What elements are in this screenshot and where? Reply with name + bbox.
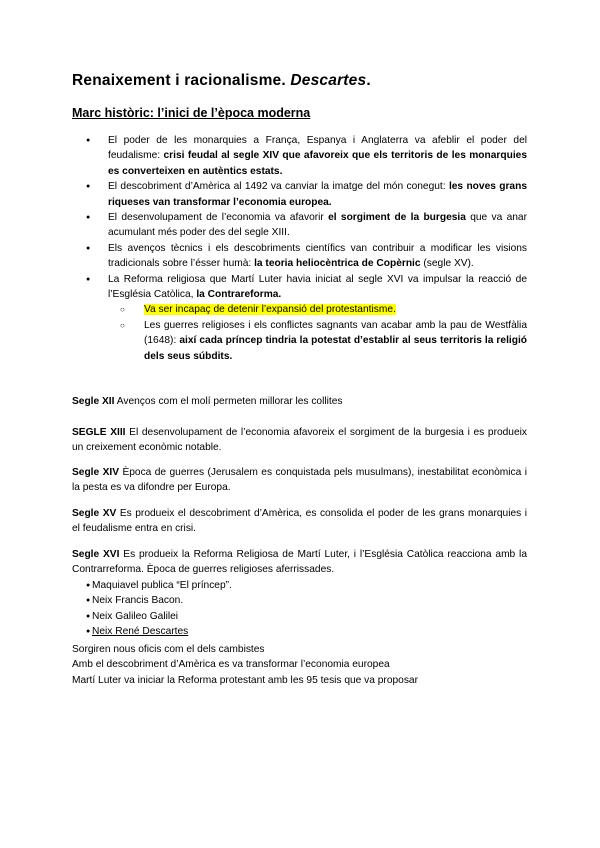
xvi-event-list (72, 578, 527, 640)
list-item: ● El poder de les monarquies a França, Espanya i Anglaterra va afeblir el poder del feudalisme: crisi feudal al segle XIV que afavoreix que els territoris de les monarquies es converteixen en autèntics estats. (72, 133, 527, 179)
century-xiii: SEGLE XIII El desenvolupament de l’economia afavoreix el sorgiment de la burgesia i es produeix un creixement econòmic notable. (72, 427, 527, 454)
list-item: ● El descobriment d’Amèrica al 1492 va canviar la imatge del món conegut: les noves grans riqueses van transformar l’economia europea. (72, 179, 527, 210)
sub-bullet-list (108, 302, 527, 364)
century-xv: Segle XV Es produeix el descobriment d’Amèrica, es consolida el poder de les grans monarquies i el feudalisme entra en crisi. (72, 508, 528, 535)
title-italic: Descartes (290, 72, 367, 89)
document-title: Renaixement i racionalisme. Descartes. (72, 72, 371, 89)
note-line: Martí Luter va iniciar la Reforma protestant amb les 95 tesis que va proposar (72, 674, 418, 686)
list-item: ● Neix Francis Bacon. (72, 593, 527, 608)
underlined-text: Neix René Descartes (92, 626, 189, 638)
context-bullet-list (72, 133, 527, 364)
note-line: Sorgiren nous oficis com el dels cambistes (72, 644, 265, 655)
sub-list-item (108, 302, 527, 317)
list-item: ● Els avenços tècnics i els descobriments científics van contribuir a modificar les visions tradicionals sobre l’ésser humà: la teoria heliocèntrica de Copèrnic (segle XV). (72, 241, 527, 272)
century-xvi: Segle XVI Es produeix la Reforma Religiosa de Martí Luter, i l’Església Catòlica reacciona amb la Contrarreforma. Època de guerres religioses aferrissades. ● Maquiavel publica “El príncep”. ● Neix Francis Bacon. ● Neix Galileo Galilei ● Neix René Descartes (72, 547, 527, 639)
note-line: Amb el descobriment d’Amèrica es va transformar l’economia europea (72, 659, 390, 671)
list-item: ● Maquiavel publica “El príncep”. (72, 578, 527, 593)
list-item (72, 624, 527, 639)
century-xiv: Segle XIV Època de guerres (Jerusalem es conquistada pels musulmans), inestabilitat econòmica i la pesta es va difondre per Europa. (72, 467, 527, 494)
footer-notes (72, 642, 532, 688)
sub-list-item: ○ Les guerres religioses i els conflictes sagnants van acabar amb la pau de Westfàlia (1648): així cada príncep tindria la potestat d’establir al seus territoris la religió dels seus súbdits. (108, 318, 527, 364)
list-item: ● El desenvolupament de l’economia va afavorir el sorgiment de la burgesia que va anar acumulant més poder des del segle XIII. (72, 210, 527, 241)
list-item: ● La Reforma religiosa que Martí Luter havia iniciat al segle XVI va impulsar la reacció de l’Església Catòlica, la Contrareforma. ○ Va ser incapaç de detenir l’expansió del protestantisme. ○ Les guerres religioses i els conflictes sagnants van acabar amb la pau de Westfàlia (1648): així cada príncep tindria la potestat d’establir al seus territoris la religió dels seus súbdits. (72, 272, 527, 364)
highlighted-text: Va ser incapaç de detenir l’expansió del protestantisme. (144, 304, 396, 316)
century-xii: Segle XII Avenços com el molí permeten millorar les collites (72, 396, 343, 407)
section-heading: Marc històric: l’inici de l’època moderna (72, 106, 311, 120)
list-item: ● Neix Galileo Galilei (72, 609, 527, 624)
